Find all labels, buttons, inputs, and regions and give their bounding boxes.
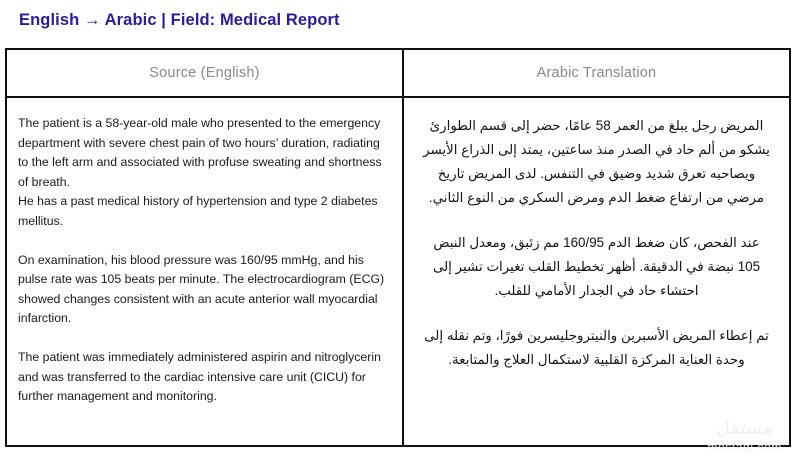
translation-table-element <box>7 50 789 445</box>
watermark-arabic-label: مستقل <box>716 418 774 440</box>
translation-table <box>5 48 791 447</box>
column-header-source <box>7 50 403 97</box>
page-title: English → Arabic | Field: Medical Report <box>19 11 340 29</box>
table-header-row <box>7 50 789 97</box>
column-header-target <box>403 50 789 97</box>
target-paragraph: المريض رجل يبلغ من العمر 58 عامًا، حضر إلى قسم الطوارئ يشكو من ألم حاد في الصدر منذ ساعتين، يمتد إلى الذراع الأيسر ويصاحبه تعرق شديد وضيق في التنفس. لدى المريض تاريخ مرضي من ارتفاع ضغط الدم ومرض السكري من النوع الثاني. <box>423 118 770 205</box>
target-paragraph: تم إعطاء المريض الأسبرين والنيتروجليسرين فورًا، وتم نقله إلى وحدة العناية المركزة القلبية لاستكمال العلاج والمتابعة. <box>424 328 769 367</box>
watermark-latin-label: mostaql.com <box>707 440 782 454</box>
column-header-source-label: Source (English) <box>149 65 260 81</box>
target-cell <box>403 97 789 445</box>
source-text-block <box>7 98 402 417</box>
target-paragraph: عند الفحص، كان ضغط الدم 160/95 مم زئبق، ومعدل النبض 105 نبضة في الدقيقة. أظهر تخطيط القلب تغيرات تشير إلى احتشاء حاد في الجدار الأمامي للقلب. <box>432 235 761 298</box>
table-body <box>7 97 789 445</box>
table-header <box>7 50 789 97</box>
source-cell <box>7 97 403 445</box>
source-paragraph: The patient is a 58-year-old male who presented to the emergency department with severe chest pain of two hours’ duration, radiating to the left arm and associated with profuse sweating and shortness of breath. He has a past medical history of hypertension and type 2 diabetes mellitus. <box>18 116 382 228</box>
source-paragraph: On examination, his blood pressure was 160/95 mmHg, and his pulse rate was 105 beats per minute. The electrocardiogram (ECG) showed changes consistent with an acute anterior wall myocardial infarction. <box>18 252 385 326</box>
target-text-block <box>404 98 789 382</box>
column-header-target-label: Arabic Translation <box>536 65 657 81</box>
source-paragraph: The patient was immediately administered aspirin and nitroglycerin and was transferred to the cardiac intensive care unit (CICU) for further management and monitoring. <box>18 349 381 404</box>
table-row <box>7 97 789 445</box>
